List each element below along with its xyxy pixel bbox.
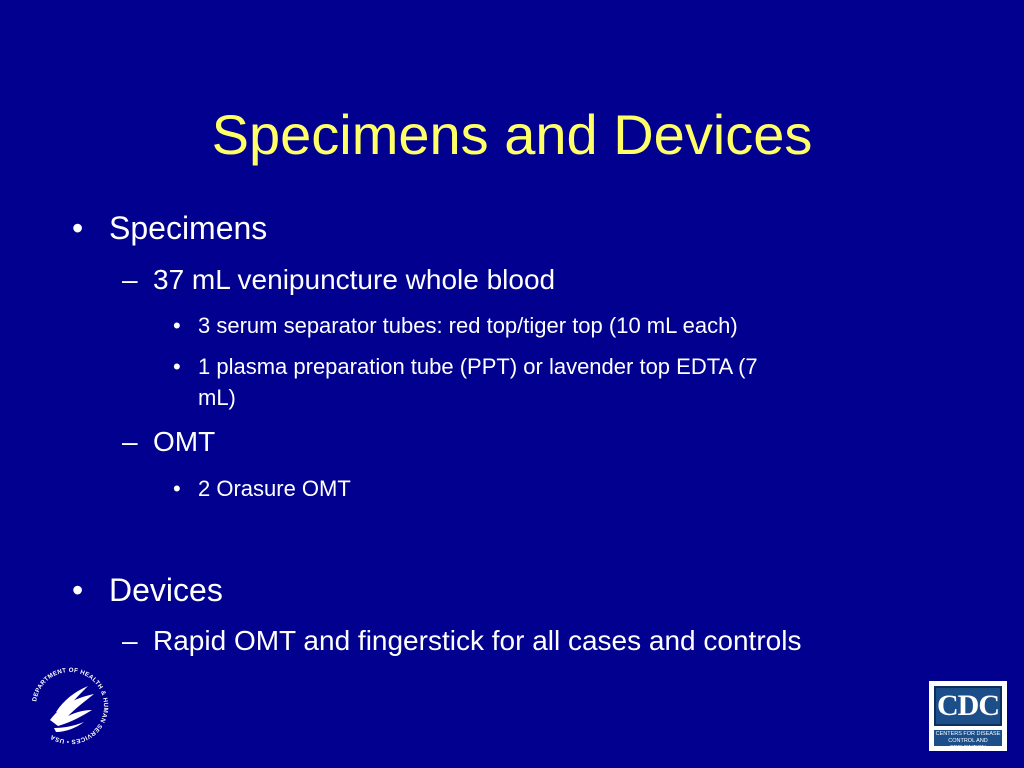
list-item: 1 plasma preparation tube (PPT) or lavender top EDTA (7	[198, 354, 758, 379]
list-item: Specimens	[109, 210, 268, 246]
cdc-logo-box	[934, 686, 1002, 726]
list-item-continuation: mL)	[198, 385, 236, 410]
dash-icon: –	[122, 264, 138, 295]
cdc-subtitle-line: CONTROL AND PREVENTION	[948, 738, 988, 751]
list-item: OMT	[153, 426, 216, 457]
bullet-icon: •	[173, 476, 181, 501]
bullet-icon: •	[173, 313, 181, 338]
hhs-eagle-seal-icon	[28, 664, 112, 748]
list-item: 2 Orasure OMT	[198, 476, 351, 501]
cdc-logo	[929, 681, 1007, 751]
bullet-icon: •	[173, 354, 181, 379]
cdc-subtitle-line: CENTERS FOR DISEASE	[935, 731, 1001, 737]
list-item: 3 serum separator tubes: red top/tiger top (10 mL each)	[198, 313, 738, 338]
cdc-logo-subtitle	[934, 730, 1002, 751]
dash-icon: –	[122, 625, 138, 656]
bullet-icon: •	[72, 210, 84, 246]
list-item: Rapid OMT and fingerstick for all cases and controls	[153, 625, 802, 656]
dash-icon: –	[122, 426, 138, 457]
svg-text:DEPARTMENT OF HEALTH & HUMAN S: DEPARTMENT OF HEALTH & HUMAN SERVICES • USA	[31, 666, 110, 746]
cdc-logo-letters: CDC	[937, 689, 999, 722]
list-item: 37 mL venipuncture whole blood	[153, 264, 556, 295]
list-item: Devices	[109, 572, 223, 608]
slide-title: Specimens and Devices	[211, 103, 813, 166]
bullet-icon: •	[72, 572, 84, 608]
